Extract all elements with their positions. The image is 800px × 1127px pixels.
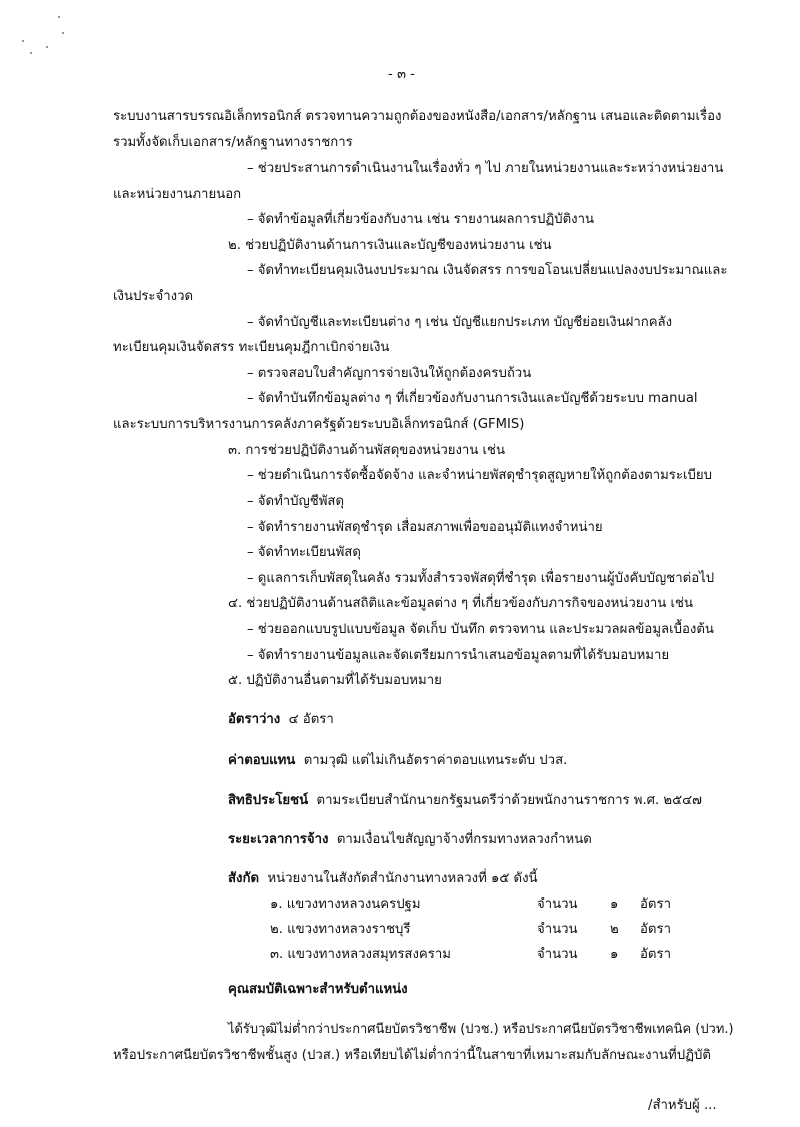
benefit-value: ตามระเบียบสำนักนายกรัฐมนตรีว่าด้วยพนักงานราชการ พ.ศ. ๒๕๔๗ (316, 793, 702, 808)
term-label: ระยะเวลาการจ้าง (228, 832, 329, 847)
sec1-bullet-1: – ช่วยประสานการดำเนินงานในเรื่องทั่ว ๆ ไป ภายในหน่วยงานและระหว่างหน่วยงาน (247, 161, 724, 176)
sec2-bullet-3: – ตรวจสอบใบสำคัญการจ่ายเงินให้ถูกต้องครบถ้วน (247, 366, 532, 381)
affiliation-label: สังกัด (228, 871, 260, 886)
unit-unit: อัตรา (640, 922, 671, 937)
sec2-bullet-4-cont: และระบบการบริหารงานการคลังภาครัฐด้วยระบบอิเล็กทรอนิกส์ (GFMIS) (113, 417, 525, 432)
term (228, 831, 592, 849)
term-value: ตามเงื่อนไขสัญญาจ้างที่กรมทางหลวงกำหนด (336, 832, 592, 847)
sec2-bullet-1-cont: เงินประจำงวด (113, 289, 194, 304)
unit-count: ๑ (610, 897, 619, 912)
pay (228, 752, 567, 770)
unit-count-word: จำนวน (537, 947, 578, 962)
unit-unit: อัตรา (640, 947, 671, 962)
sec3-bullet-3: – จัดทำรายงานพัสดุชำรุด เสื่อมสภาพเพื่อขออนุมัติแทงจำหน่าย (247, 520, 603, 535)
sec4-bullet-1: – ช่วยออกแบบรูปแบบข้อมูล จัดเก็บ บันทึก ตรวจทาน และประมวลผลข้อมูลเบื้องต้น (247, 622, 714, 637)
sec3-bullet-2: – จัดทำบัญชีพัสดุ (247, 494, 345, 509)
sec2-heading: ๒. ช่วยปฏิบัติงานด้านการเงินและบัญชีของหน่วยงาน เช่น (228, 238, 552, 253)
sec1-bullet-2: – จัดทำข้อมูลที่เกี่ยวข้องกับงาน เช่น รายงานผลการปฏิบัติงาน (247, 212, 595, 227)
benefit (228, 792, 702, 810)
sec3-heading: ๓. การช่วยปฏิบัติงานด้านพัสดุของหน่วยงาน เช่น (228, 443, 506, 458)
sec4-bullet-2: – จัดทำรายงานข้อมูลและจัดเตรียมการนำเสนอข้อมูลตามที่ได้รับมอบหมาย (247, 648, 670, 663)
unit-name: ๓. แขวงทางหลวงสมุทรสงคราม (270, 947, 451, 962)
benefit-label: สิทธิประโยชน์ (228, 793, 309, 808)
unit-count-word: จำนวน (537, 897, 578, 912)
vacancy-value: ๔ อัตรา (288, 712, 334, 727)
sec2-bullet-2-cont: ทะเบียนคุมเงินจัดสรร ทะเบียนคุมฎีกาเบิกจ่ายเงิน (113, 340, 390, 355)
vacancy (228, 711, 334, 729)
pay-value: ตามวุฒิ แต่ไม่เกินอัตราค่าตอบแทนระดับ ปวส. (303, 753, 568, 768)
sec1-bullet-1-cont: และหน่วยงานภายนอก (113, 187, 242, 202)
sec5-heading: ๕. ปฏิบัติงานอื่นตามที่ได้รับมอบหมาย (228, 673, 442, 688)
qualification-line-1: ได้รับวุฒิไม่ต่ำกว่าประกาศนียบัตรวิชาชีพ (ปวช.) หรือประกาศนียบัตรวิชาชีพเทคนิค (ปวท.) (228, 1022, 734, 1037)
unit-count-word: จำนวน (537, 922, 578, 937)
unit-count: ๒ (610, 922, 619, 937)
scan-specks (18, 12, 78, 62)
qualification-heading: คุณสมบัติเฉพาะสำหรับตำแหน่ง (228, 982, 408, 997)
page-number: - ๓ - (388, 67, 415, 82)
unit-name: ๒. แขวงทางหลวงราชบุรี (270, 922, 411, 937)
affiliation (228, 870, 538, 888)
sec3-bullet-4: – จัดทำทะเบียนพัสดุ (247, 545, 361, 560)
intro-line-2: รวมทั้งจัดเก็บเอกสาร/หลักฐานทางราชการ (113, 135, 353, 150)
unit-unit: อัตรา (640, 897, 671, 912)
affiliation-value: หน่วยงานในสังกัดสำนักงานทางหลวงที่ ๑๕ ดังนี้ (267, 871, 538, 886)
qualification-line-2: หรือประกาศนียบัตรวิชาชีพชั้นสูง (ปวส.) หรือเทียบได้ไม่ต่ำกว่านี้ในสาขาที่เหมาะสมกับลักษณะงานที่ปฏิบัติ (113, 1048, 711, 1063)
continuation-text: /สำหรับผู้ ... (648, 1098, 717, 1113)
sec3-bullet-5: – ดูแลการเก็บพัสดุในคลัง รวมทั้งสำรวจพัสดุที่ชำรุด เพื่อรายงานผู้บังคับบัญชาต่อไป (247, 571, 715, 586)
intro-line-1: ระบบงานสารบรรณอิเล็กทรอนิกส์ ตรวจทานความถูกต้องของหนังสือ/เอกสาร/หลักฐาน เสนอและติดตามเรื่อง (113, 109, 722, 124)
sec4-heading: ๔. ช่วยปฏิบัติงานด้านสถิติและข้อมูลต่าง ๆ ที่เกี่ยวข้องกับภารกิจของหน่วยงาน เช่น (228, 596, 693, 611)
sec2-bullet-2: – จัดทำบัญชีและทะเบียนต่าง ๆ เช่น บัญชีแยกประเภท บัญชีย่อยเงินฝากคลัง (247, 315, 673, 330)
sec3-bullet-1: – ช่วยดำเนินการจัดซื้อจัดจ้าง และจำหน่ายพัสดุชำรุดสูญหายให้ถูกต้องตามระเบียบ (247, 468, 712, 483)
sec2-bullet-1: – จัดทำทะเบียนคุมเงินงบประมาณ เงินจัดสรร การขอโอนเปลี่ยนแปลงงบประมาณและ (247, 263, 728, 278)
sec2-bullet-4: – จัดทำบันทึกข้อมูลต่าง ๆ ที่เกี่ยวข้องกับงานการเงินและบัญชีด้วยระบบ manual (247, 391, 698, 406)
unit-count: ๑ (610, 947, 619, 962)
pay-label: ค่าตอบแทน (228, 753, 296, 768)
vacancy-label: อัตราว่าง (228, 712, 281, 727)
unit-name: ๑. แขวงทางหลวงนครปฐม (270, 897, 421, 912)
